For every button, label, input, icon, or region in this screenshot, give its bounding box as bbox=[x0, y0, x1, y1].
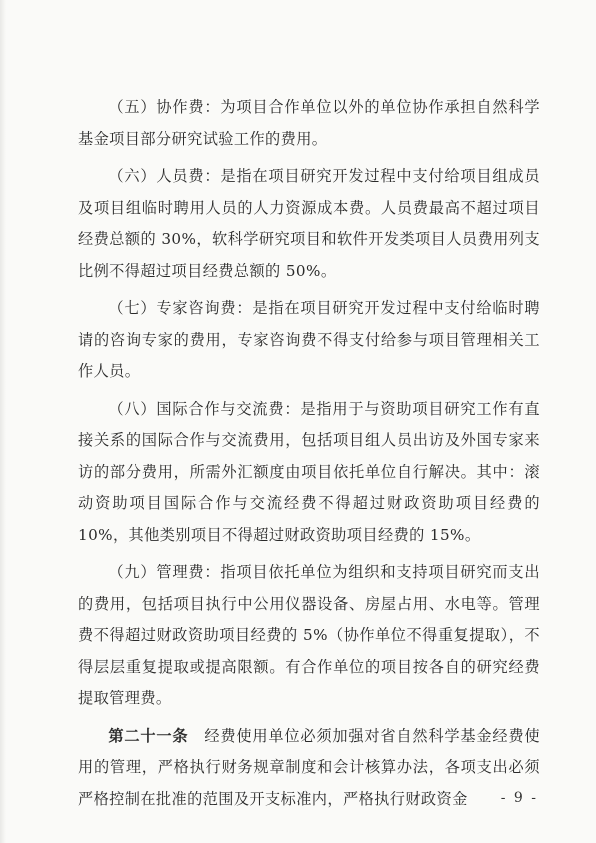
article-21-heading: 第二十一条 bbox=[108, 726, 189, 745]
article-21-text: 经费使用单位必须加强对省自然科学基金经费使用的管理，严格执行财务规章制度和会计核算办法，各项支出必须严格控制在批准的范围及开支标准内，严格执行财政资金 bbox=[78, 726, 541, 808]
paragraph-management-fee: （九）管理费：指项目依托单位为组织和支持项目研究而支出的费用，包括项目执行中公用仪器设备、房屋占用、水电等。管理费不得超过财政资助项目经费的 5%（协作单位不得重复提取），不得层层重复提取或提高限额。有合作单位的项目按各自的研究经费提取管理费。 bbox=[78, 563, 540, 707]
paragraph-personnel-fee: （六）人员费：是指在项目研究开发过程中支付给项目组成员及项目组临时聘用人员的人力资源成本费。人员费最高不超过项目经费总额的 30%，软科学研究项目和软件开发类项目人员费用列支比例不得超过项目经费总额的 50%。 bbox=[78, 167, 540, 280]
document-body bbox=[78, 92, 540, 821]
page-number: - 9 - bbox=[500, 790, 538, 806]
paragraph-expert-consulting-fee: （七）专家咨询费：是指在项目研究开发过程中支付给临时聘请的咨询专家的费用，专家咨询费不得支付给参与项目管理相关工作人员。 bbox=[78, 299, 540, 380]
paragraph-international-cooperation-fee: （八）国际合作与交流费：是指用于与资助项目研究工作有直接关系的国际合作与交流费用，包括项目组人员出访及外国专家来访的部分费用，所需外汇额度由项目依托单位自行解决。其中：滚动资助项目国际合作与交流经费不得超过财政资助项目经费的 10%，其他类别项目不得超过财政资助项目经费的 15%。 bbox=[78, 399, 540, 544]
paragraph-article-21 bbox=[78, 721, 540, 816]
paragraph-collaboration-fee: （五）协作费：为项目合作单位以外的单位协作承担自然科学基金项目部分研究试验工作的费用。 bbox=[78, 98, 540, 148]
page-edge-shadow bbox=[0, 0, 6, 843]
